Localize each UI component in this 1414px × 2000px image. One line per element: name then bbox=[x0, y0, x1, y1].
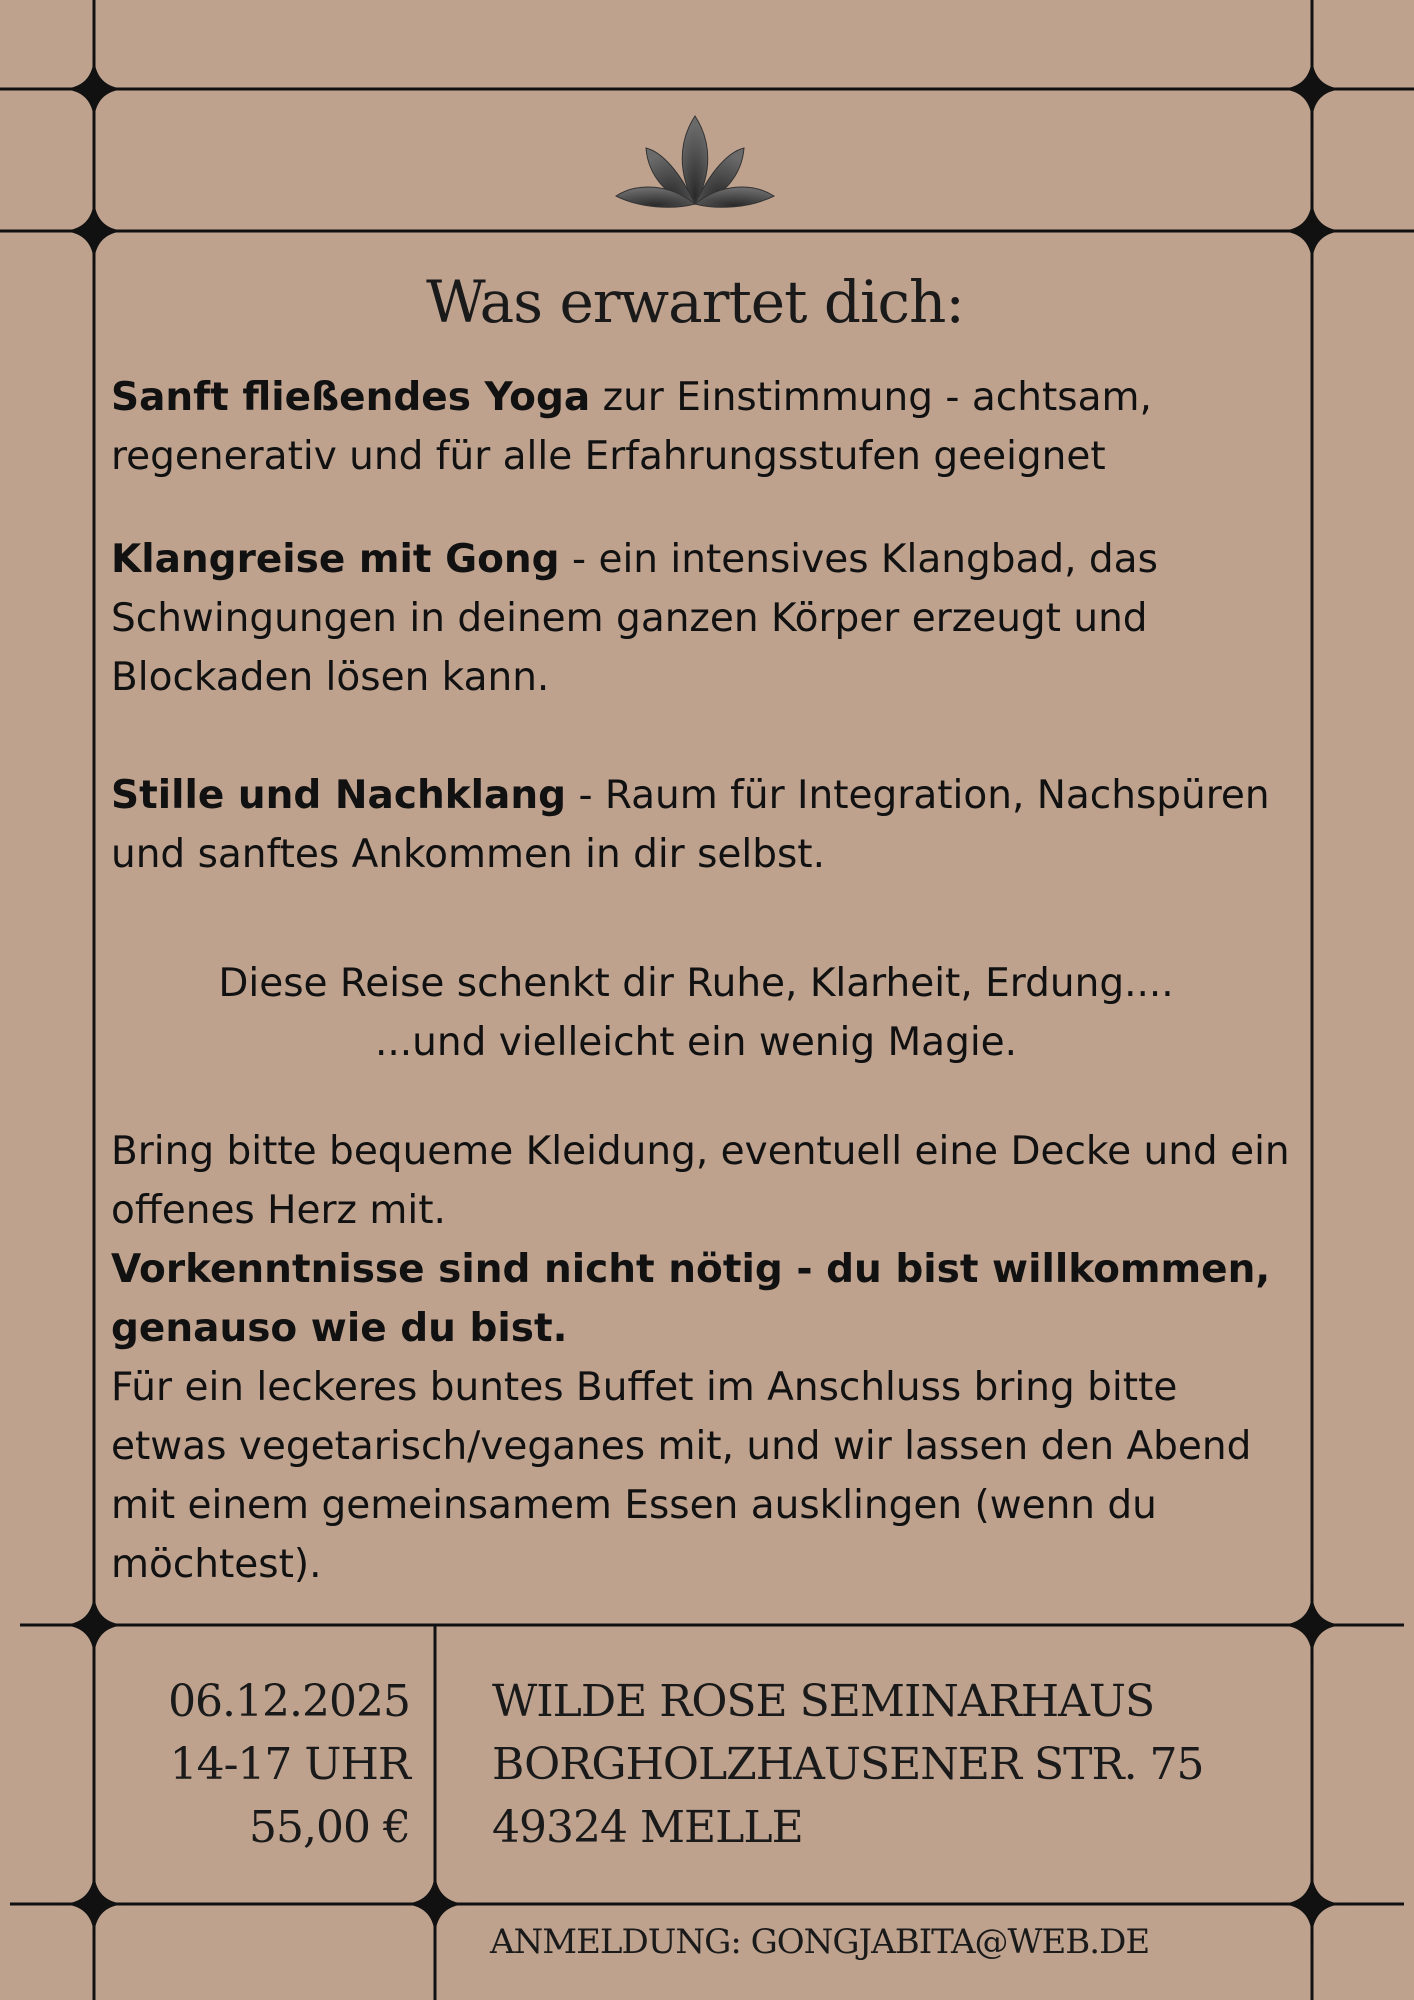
section-stille-text: - Raum für Integration, Nachspüren und sanftes Ankommen in dir selbst. bbox=[111, 773, 1270, 877]
section-yoga-title: Sanft fließendes Yoga bbox=[111, 375, 591, 420]
section-gong-title: Klangreise mit Gong bbox=[111, 537, 560, 582]
venue-street: BORGHOLZHAUSENER STR. 75 bbox=[492, 1739, 1204, 1790]
section-yoga-text: zur Einstimmung - achtsam, regenerativ und für alle Erfahrungsstufen geeignet bbox=[111, 375, 1152, 479]
section-yoga bbox=[111, 368, 1301, 486]
quote bbox=[91, 954, 1301, 1072]
section-stille-title: Stille und Nachklang bbox=[111, 773, 567, 818]
lotus-icon bbox=[610, 112, 780, 212]
event-date: 06.12.2025 bbox=[168, 1676, 410, 1727]
section-gong bbox=[111, 530, 1301, 707]
bring-note: Bring bitte bequeme Kleidung, eventuell eine Decke und ein offenes Herz mit. bbox=[111, 1129, 1290, 1233]
venue-name: WILDE ROSE SEMINARHAUS bbox=[492, 1676, 1155, 1727]
venue-city: 49324 MELLE bbox=[492, 1802, 803, 1853]
content-body bbox=[111, 368, 1301, 1594]
event-time: 14-17 UHR bbox=[169, 1739, 410, 1790]
welcome-note bbox=[111, 1240, 1301, 1358]
venue-details bbox=[492, 1670, 1342, 1859]
page-heading: Was erwartet dich: bbox=[426, 268, 964, 336]
welcome-text: Vorkenntnisse sind nicht nötig - du bist willkommen, genauso wie du bist. bbox=[111, 1247, 1271, 1351]
event-price: 55,00 € bbox=[249, 1802, 410, 1853]
quote-line-1: Diese Reise schenkt dir Ruhe, Klarheit, Erdung.... bbox=[218, 961, 1174, 1006]
signup-contact: ANMELDUNG: GONGJABITA@WEB.DE bbox=[490, 1922, 1150, 1962]
quote-line-2: ...und vielleicht ein wenig Magie. bbox=[374, 1020, 1018, 1065]
buffet-note: Für ein leckeres buntes Buffet im Anschluss bring bitte etwas vegetarisch/veganes mit, und wir lassen den Abend mit einem gemeinsamem Essen ausklingen (wenn du möchtest). bbox=[111, 1365, 1252, 1587]
section-gong-text: - ein intensives Klangbad, das Schwingungen in deinem ganzen Körper erzeugt und Blockaden lösen kann. bbox=[111, 537, 1158, 700]
section-stille bbox=[111, 766, 1301, 884]
event-details bbox=[120, 1670, 410, 1859]
